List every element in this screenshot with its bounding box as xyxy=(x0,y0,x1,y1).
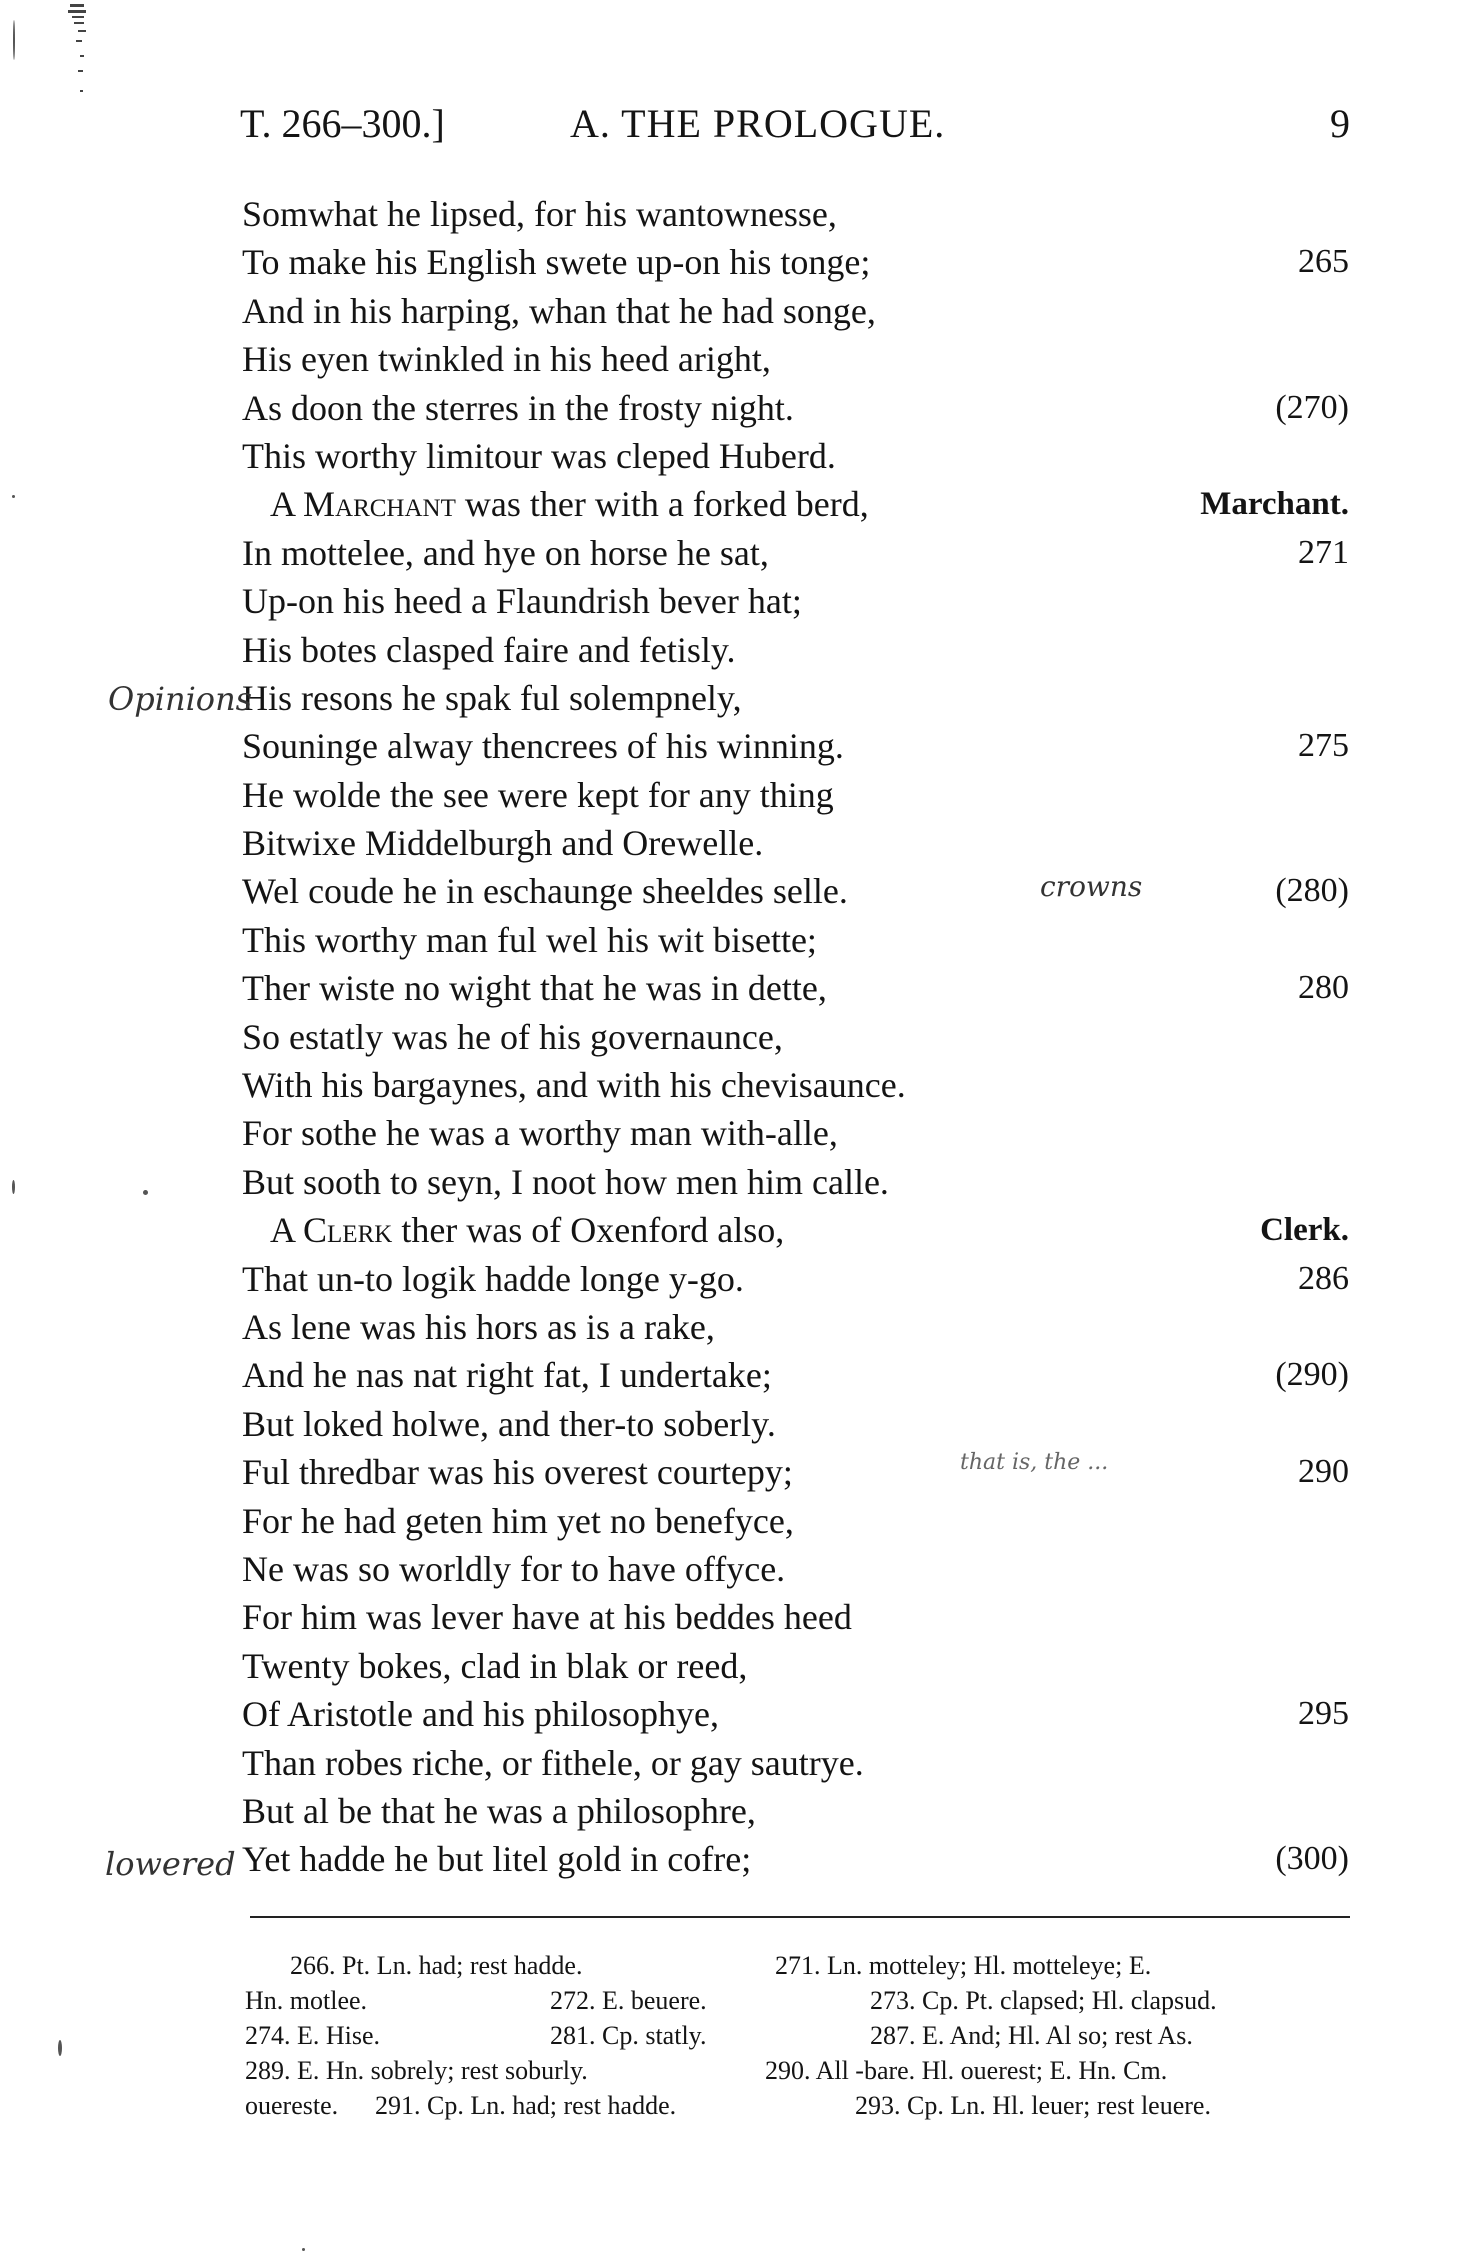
line-number: 265 xyxy=(1298,243,1349,281)
verse-text: And he nas nat right fat, I undertake; xyxy=(242,1355,772,1396)
footnote-entry: 287. E. And; Hl. Al so; rest As. xyxy=(870,2021,1193,2050)
page-corner-stain xyxy=(50,0,130,120)
verse-line xyxy=(0,1497,1469,1545)
line-number: (270) xyxy=(1275,388,1349,426)
verse-text: Yet hadde he but litel gold in cofre; xyxy=(242,1839,752,1880)
page-speck xyxy=(12,495,15,498)
verse-text: That un-to logik hadde longe y-go. xyxy=(242,1258,744,1299)
line-number: 280 xyxy=(1298,969,1349,1007)
line-range: T. 266–300.] xyxy=(240,101,445,146)
handwritten-note: lowered xyxy=(105,1845,236,1883)
handwritten-note: crowns xyxy=(1040,870,1143,903)
character-name: Marchant xyxy=(303,484,456,525)
verse-text: Of Aristotle and his philosophye, xyxy=(242,1694,719,1735)
line-number: 275 xyxy=(1298,727,1349,765)
section-heading: Marchant. xyxy=(1200,486,1349,523)
verse-line xyxy=(0,1158,1469,1206)
verse-line xyxy=(0,1303,1469,1351)
footnote-line xyxy=(245,2088,1360,2123)
verse-text: Souninge alway thencrees of his winning. xyxy=(242,726,844,767)
verse-pre: A xyxy=(270,1210,304,1251)
line-number: 295 xyxy=(1298,1695,1349,1733)
verse-line xyxy=(0,1739,1469,1787)
page-speck xyxy=(13,20,15,60)
section-heading: Clerk. xyxy=(1260,1212,1349,1249)
verse-text: Than robes riche, or fithele, or gay sautrye. xyxy=(242,1742,864,1783)
footnote-entry: 293. Cp. Ln. Hl. leuer; rest leuere. xyxy=(855,2091,1211,2120)
page-speck xyxy=(58,2040,62,2056)
footnote-line xyxy=(245,2053,1360,2088)
verse-line xyxy=(0,384,1469,432)
verse-line xyxy=(0,1593,1469,1641)
verse-text: Ther wiste no wight that he was in dette, xyxy=(242,968,827,1009)
page-number: 9 xyxy=(1330,101,1350,146)
verse-line xyxy=(0,1109,1469,1157)
verse-text: Twenty bokes, clad in blak or reed, xyxy=(242,1645,748,1686)
verse-text: So estatly was he of his governaunce, xyxy=(242,1016,783,1057)
footnote-line xyxy=(245,1983,1360,2018)
verse-text: Somwhat he lipsed, for his wantownesse, xyxy=(242,194,837,234)
running-title: A. THE PROLOGUE. xyxy=(570,101,946,146)
footnote-rule xyxy=(250,1916,1350,1918)
verse-line xyxy=(0,771,1469,819)
verse-text: As doon the sterres in the frosty night. xyxy=(242,387,794,428)
handwritten-note: Opinions xyxy=(108,680,253,718)
verse-text: But loked holwe, and ther-to soberly. xyxy=(242,1403,776,1444)
verse-text: Wel coude he in eschaunge sheeldes selle. xyxy=(242,871,848,912)
verse-line xyxy=(0,1351,1469,1399)
verse-text: Ful thredbar was his overest courtepy; xyxy=(242,1452,793,1493)
verse-line xyxy=(0,626,1469,674)
verse-line xyxy=(0,335,1469,383)
verse-text: As lene was his hors as is a rake, xyxy=(242,1306,715,1347)
verse-text: This worthy man ful wel his wit bisette; xyxy=(242,919,817,960)
page-speck xyxy=(143,1190,148,1195)
verse-pre: A xyxy=(270,484,304,525)
page-header xyxy=(240,100,1350,160)
line-number: 286 xyxy=(1298,1259,1349,1297)
verse-line xyxy=(0,1448,1469,1496)
verse-text: Up-on his heed a Flaundrish bever hat; xyxy=(242,581,802,622)
handwritten-note: that is, the ... xyxy=(960,1450,1109,1475)
footnote-entry: 281. Cp. statly. xyxy=(550,2021,707,2050)
verse-line xyxy=(0,722,1469,770)
verse-post: was ther with a forked berd, xyxy=(455,484,869,525)
verse-text: Ne was so worldly for to have offyce. xyxy=(242,1548,786,1589)
line-number: (300) xyxy=(1275,1840,1349,1878)
verse-text: He wolde the see were kept for any thing xyxy=(242,774,834,815)
verse-text: And in his harping, whan that he had songe, xyxy=(242,290,876,331)
verse-text xyxy=(270,480,869,528)
footnote-entry: 273. Cp. Pt. clapsed; Hl. clapsud. xyxy=(870,1986,1217,2015)
verse-text: But sooth to seyn, I noot how men him calle. xyxy=(242,1161,889,1202)
line-number: (290) xyxy=(1275,1356,1349,1394)
footnote-entry: 291. Cp. Ln. had; rest hadde. xyxy=(375,2091,677,2120)
footnote-entry: 266. Pt. Ln. had; rest hadde. xyxy=(290,1951,583,1980)
verse-line xyxy=(0,819,1469,867)
verse-text xyxy=(270,1206,784,1254)
verse-line xyxy=(0,1787,1469,1835)
footnote-entry: Hn. motlee. xyxy=(245,1986,368,2015)
verse-line xyxy=(0,1255,1469,1303)
verse-text: With his bargaynes, and with his chevisaunce. xyxy=(242,1065,906,1106)
verse-line xyxy=(0,529,1469,577)
footnotes xyxy=(245,1948,1360,2123)
verse-post: ther was of Oxenford also, xyxy=(392,1210,785,1251)
line-number: 271 xyxy=(1298,533,1349,571)
page-speck xyxy=(12,1180,15,1194)
verse-line xyxy=(0,1400,1469,1448)
verse-text: To make his English swete up-on his tonge; xyxy=(242,242,871,283)
verse-line xyxy=(0,238,1469,286)
line-number: 290 xyxy=(1298,1453,1349,1491)
verse-block xyxy=(0,190,1469,1884)
verse-line xyxy=(0,1013,1469,1061)
page-speck xyxy=(302,2248,305,2251)
verse-line xyxy=(0,287,1469,335)
verse-line xyxy=(0,916,1469,964)
verse-text: This worthy limitour was cleped Huberd. xyxy=(242,435,836,476)
character-name: Clerk xyxy=(303,1210,393,1251)
verse-line xyxy=(0,1206,1469,1254)
verse-text: His resons he spak ful solempnely, xyxy=(242,677,742,718)
verse-text: In mottelee, and hye on horse he sat, xyxy=(242,532,769,573)
verse-line xyxy=(0,964,1469,1012)
verse-text: For he had geten him yet no benefyce, xyxy=(242,1500,794,1541)
footnote-line xyxy=(245,2018,1360,2053)
verse-text: His eyen twinkled in his heed aright, xyxy=(242,339,771,380)
footnote-entry: 274. E. Hise. xyxy=(245,2021,381,2050)
verse-line xyxy=(0,480,1469,528)
footnote-entry: 272. E. beuere. xyxy=(550,1986,707,2015)
verse-text: For him was lever have at his beddes heed xyxy=(242,1597,852,1638)
footnote-entry: ouereste. xyxy=(245,2091,339,2120)
verse-line xyxy=(0,867,1469,915)
verse-text: For sothe he was a worthy man with-alle, xyxy=(242,1113,838,1154)
verse-text: But al be that he was a philosophre, xyxy=(242,1790,756,1831)
verse-line xyxy=(0,1545,1469,1593)
verse-text: Bitwixe Middelburgh and Orewelle. xyxy=(242,823,764,864)
verse-line xyxy=(0,1642,1469,1690)
verse-text: His botes clasped faire and fetisly. xyxy=(242,629,736,670)
verse-line xyxy=(0,190,1469,238)
footnote-entry: 289. E. Hn. sobrely; rest soburly. xyxy=(245,2056,588,2085)
line-number: (280) xyxy=(1275,872,1349,910)
verse-line xyxy=(0,432,1469,480)
verse-line xyxy=(0,1690,1469,1738)
footnote-entry: 290. All -bare. Hl. ouerest; E. Hn. Cm. xyxy=(765,2056,1168,2085)
verse-line xyxy=(0,1061,1469,1109)
verse-line xyxy=(0,577,1469,625)
footnote-line xyxy=(245,1948,1360,1983)
footnote-entry: 271. Ln. motteley; Hl. motteleye; E. xyxy=(775,1951,1152,1980)
